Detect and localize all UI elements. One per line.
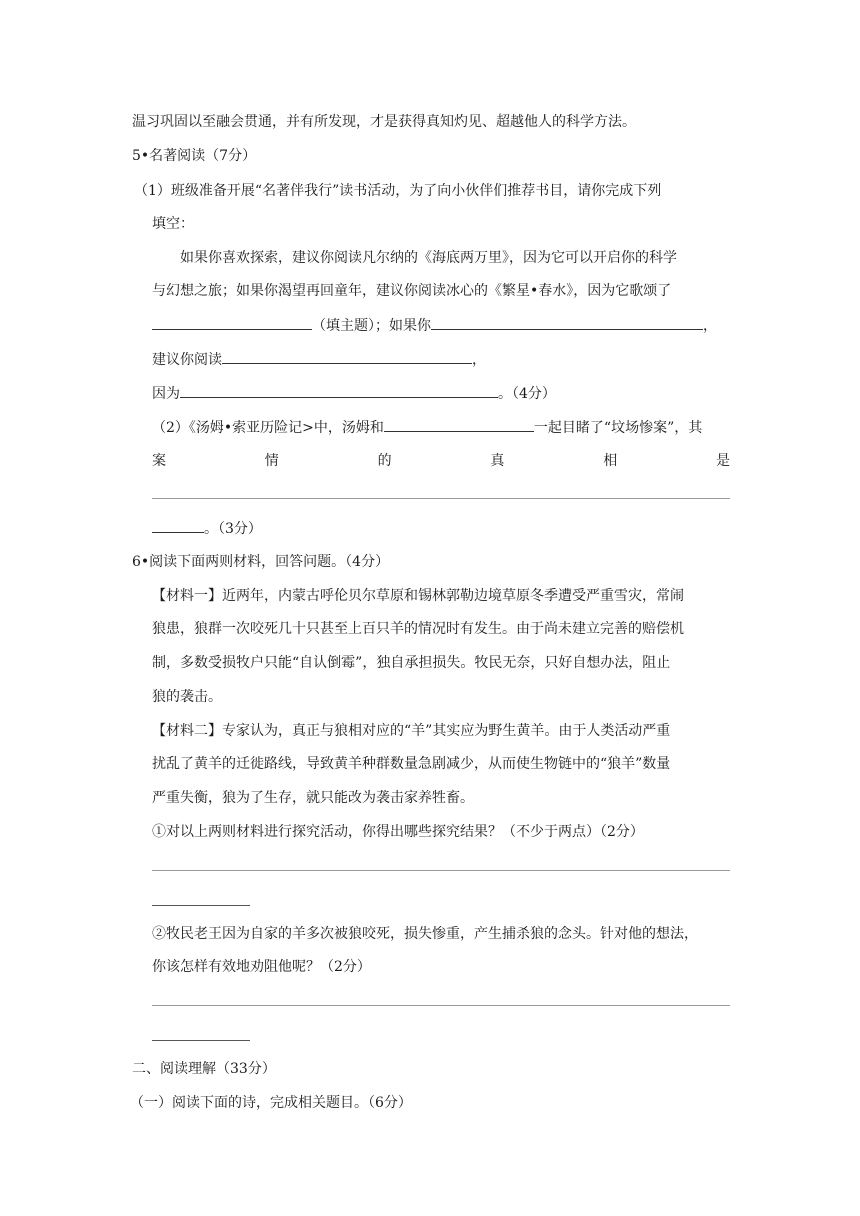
fill-blank-line: 。（3分） (152, 518, 262, 539)
section-heading: 二、阅读理解（33分） (132, 1061, 276, 1077)
text-line: 温习巩固以至融会贯通，并有所发现，才是获得真知灼见、超越他人的科学方法。 (132, 114, 636, 130)
paragraph-line: 狼的袭击。 (152, 689, 222, 705)
paragraph-line: 【材料一】近两年，内蒙古呼伦贝尔草原和锡林郭勒边境草原冬季遭受严重雪灾，常闹 (152, 588, 684, 604)
answer-line[interactable] (152, 905, 250, 906)
question-5-1-prompt-cont: 填空： (152, 216, 194, 232)
paragraph-line: 扰乱了黄羊的迁徙路线，导致黄羊种群数量急剧减少，从而使生物链中的“狼羊”数量 (152, 756, 671, 772)
answer-blank[interactable] (431, 315, 703, 330)
paragraph-line: 制，多数受损牧户只能“自认倒霉”，独自承担损失。牧民无奈，只好自想办法，阻止 (152, 655, 671, 671)
answer-line[interactable] (152, 1005, 730, 1006)
question-6-1-prompt: ①对以上两则材料进行探究活动，你得出哪些探究结果？（不少于两点）（2分） (152, 824, 644, 840)
question-5-2-prompt: （2）《汤姆•索亚历险记>中，汤姆和 一起目睹了“坟场惨案”，其 (152, 417, 702, 438)
spread-text-line: 案 情 的 真 相 是 (152, 453, 730, 469)
answer-blank[interactable] (152, 315, 312, 330)
answer-line[interactable] (152, 870, 730, 871)
fill-blank-line: （填主题）；如果你 ， (152, 315, 717, 336)
answer-line[interactable] (152, 1040, 250, 1041)
question-6-title: 6•阅读下面两则材料，回答问题。（4分） (132, 554, 390, 570)
fill-blank-line: 建议你阅读 ， (152, 349, 486, 370)
answer-blank[interactable] (152, 518, 204, 533)
question-5-1-prompt: （1）班级准备开展“名著伴我行”读书活动，为了向小伙伴们推荐书目，请你完成下列 (134, 183, 662, 199)
paragraph-line: 狼患，狼群一次咬死几十只甚至上百只羊的情况时有发生。由于尚未建立完善的赔偿机 (152, 621, 684, 637)
subsection-heading: （一）阅读下面的诗，完成相关题目。（6分） (130, 1095, 412, 1111)
question-6-2-prompt: ②牧民老王因为自家的羊多次被狼咬死，损失惨重，产生捕杀狼的念头。针对他的想法， (152, 926, 698, 942)
question-5-title: 5•名著阅读（7分） (132, 148, 257, 164)
answer-blank[interactable] (222, 349, 472, 364)
paragraph-line: 如果你喜欢探索，建议你阅读凡尔纳的《海底两万里》，因为它可以开启你的科学 (180, 250, 677, 266)
question-6-2-prompt-cont: 你该怎样有效地劝阻他呢？（2分） (152, 959, 371, 975)
answer-blank[interactable] (180, 383, 498, 398)
fill-blank-line: 因为 。（4分） (152, 383, 556, 404)
paragraph-line: 严重失衡，狼为了生存，就只能改为袭击家养牲畜。 (152, 790, 474, 806)
answer-blank[interactable] (384, 417, 534, 432)
paragraph-line: 与幻想之旅；如果你渴望再回童年，建议你阅读冰心的《繁星•春水》，因为它歌颂了 (152, 283, 672, 299)
paragraph-line: 【材料二】专家认为，真正与狼相对应的“羊”其实应为野生黄羊。由于人类活动严重 (152, 723, 671, 739)
answer-line[interactable] (152, 498, 730, 499)
